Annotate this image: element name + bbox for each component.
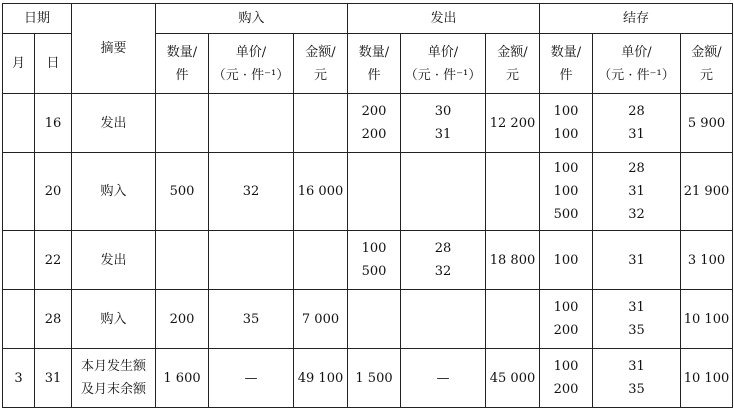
cell-out-amount bbox=[486, 153, 540, 231]
header-purchase-price: 单价/ （元 · 件⁻¹） bbox=[209, 34, 294, 94]
table-row bbox=[3, 153, 733, 231]
cell-bal-amount: 21 900 bbox=[681, 153, 733, 231]
cell-in-price bbox=[209, 94, 294, 153]
header-balance: 结存 bbox=[540, 4, 733, 34]
cell-out-qty bbox=[348, 290, 401, 349]
cell-summary: 发出 bbox=[72, 94, 156, 153]
cell-in-amount: 7 000 bbox=[294, 290, 348, 349]
cell-bal-amount: 10 100 bbox=[681, 349, 733, 408]
cell-out-qty: 100 500 bbox=[348, 231, 401, 290]
cell-out-qty: 200 200 bbox=[348, 94, 401, 153]
cell-out-price: 28 32 bbox=[401, 231, 486, 290]
cell-bal-price: 28 31 bbox=[593, 94, 681, 153]
inventory-ledger-table bbox=[2, 3, 733, 408]
cell-bal-qty: 100 200 bbox=[540, 290, 593, 349]
cell-in-qty bbox=[156, 231, 209, 290]
cell-month bbox=[3, 94, 35, 153]
cell-out-qty bbox=[348, 153, 401, 231]
header-purchase-qty: 数量/ 件 bbox=[156, 34, 209, 94]
header-summary: 摘要 bbox=[72, 4, 156, 94]
table-row bbox=[3, 231, 733, 290]
header-issue-qty: 数量/ 件 bbox=[348, 34, 401, 94]
cell-bal-price: 31 35 bbox=[593, 349, 681, 408]
cell-bal-qty: 100 bbox=[540, 231, 593, 290]
cell-in-price: 32 bbox=[209, 153, 294, 231]
cell-summary: 购入 bbox=[72, 290, 156, 349]
cell-in-qty bbox=[156, 94, 209, 153]
header-purchase-amount: 金额/ 元 bbox=[294, 34, 348, 94]
cell-in-qty: 500 bbox=[156, 153, 209, 231]
cell-in-amount: 16 000 bbox=[294, 153, 348, 231]
cell-in-price: 35 bbox=[209, 290, 294, 349]
cell-out-price: 30 31 bbox=[401, 94, 486, 153]
header-day: 日 bbox=[35, 34, 72, 94]
cell-bal-amount: 5 900 bbox=[681, 94, 733, 153]
header-issue-price: 单价/ （元 · 件⁻¹） bbox=[401, 34, 486, 94]
header-date: 日期 bbox=[3, 4, 72, 34]
cell-bal-qty: 100 200 bbox=[540, 349, 593, 408]
cell-in-amount: 49 100 bbox=[294, 349, 348, 408]
cell-out-qty: 1 500 bbox=[348, 349, 401, 408]
cell-bal-price: 31 35 bbox=[593, 290, 681, 349]
header-balance-qty: 数量/ 件 bbox=[540, 34, 593, 94]
header-purchase: 购入 bbox=[156, 4, 348, 34]
cell-bal-price: 31 bbox=[593, 231, 681, 290]
cell-day: 31 bbox=[35, 349, 72, 408]
cell-day: 16 bbox=[35, 94, 72, 153]
table-row bbox=[3, 290, 733, 349]
header-row-1 bbox=[3, 4, 733, 34]
cell-in-amount bbox=[294, 94, 348, 153]
cell-out-amount bbox=[486, 290, 540, 349]
cell-day: 20 bbox=[35, 153, 72, 231]
cell-bal-qty: 100 100 500 bbox=[540, 153, 593, 231]
cell-out-price bbox=[401, 153, 486, 231]
header-issue: 发出 bbox=[348, 4, 540, 34]
table-row bbox=[3, 94, 733, 153]
header-issue-amount: 金额/ 元 bbox=[486, 34, 540, 94]
header-balance-price: 单价/ （元 · 件⁻¹） bbox=[593, 34, 681, 94]
cell-month bbox=[3, 231, 35, 290]
cell-month bbox=[3, 290, 35, 349]
cell-bal-amount: 3 100 bbox=[681, 231, 733, 290]
cell-out-amount: 18 800 bbox=[486, 231, 540, 290]
cell-in-price bbox=[209, 231, 294, 290]
cell-summary: 购入 bbox=[72, 153, 156, 231]
cell-summary: 本月发生额 及月末余额 bbox=[72, 349, 156, 408]
cell-day: 22 bbox=[35, 231, 72, 290]
header-balance-amount: 金额/ 元 bbox=[681, 34, 733, 94]
cell-bal-amount: 10 100 bbox=[681, 290, 733, 349]
cell-in-price: — bbox=[209, 349, 294, 408]
header-month: 月 bbox=[3, 34, 35, 94]
cell-out-price bbox=[401, 290, 486, 349]
cell-out-price: — bbox=[401, 349, 486, 408]
cell-in-qty: 1 600 bbox=[156, 349, 209, 408]
cell-bal-price: 28 31 32 bbox=[593, 153, 681, 231]
table-row bbox=[3, 349, 733, 408]
cell-summary: 发出 bbox=[72, 231, 156, 290]
cell-out-amount: 45 000 bbox=[486, 349, 540, 408]
cell-day: 28 bbox=[35, 290, 72, 349]
cell-in-amount bbox=[294, 231, 348, 290]
cell-bal-qty: 100 100 bbox=[540, 94, 593, 153]
cell-month: 3 bbox=[3, 349, 35, 408]
cell-month bbox=[3, 153, 35, 231]
cell-in-qty: 200 bbox=[156, 290, 209, 349]
cell-out-amount: 12 200 bbox=[486, 94, 540, 153]
